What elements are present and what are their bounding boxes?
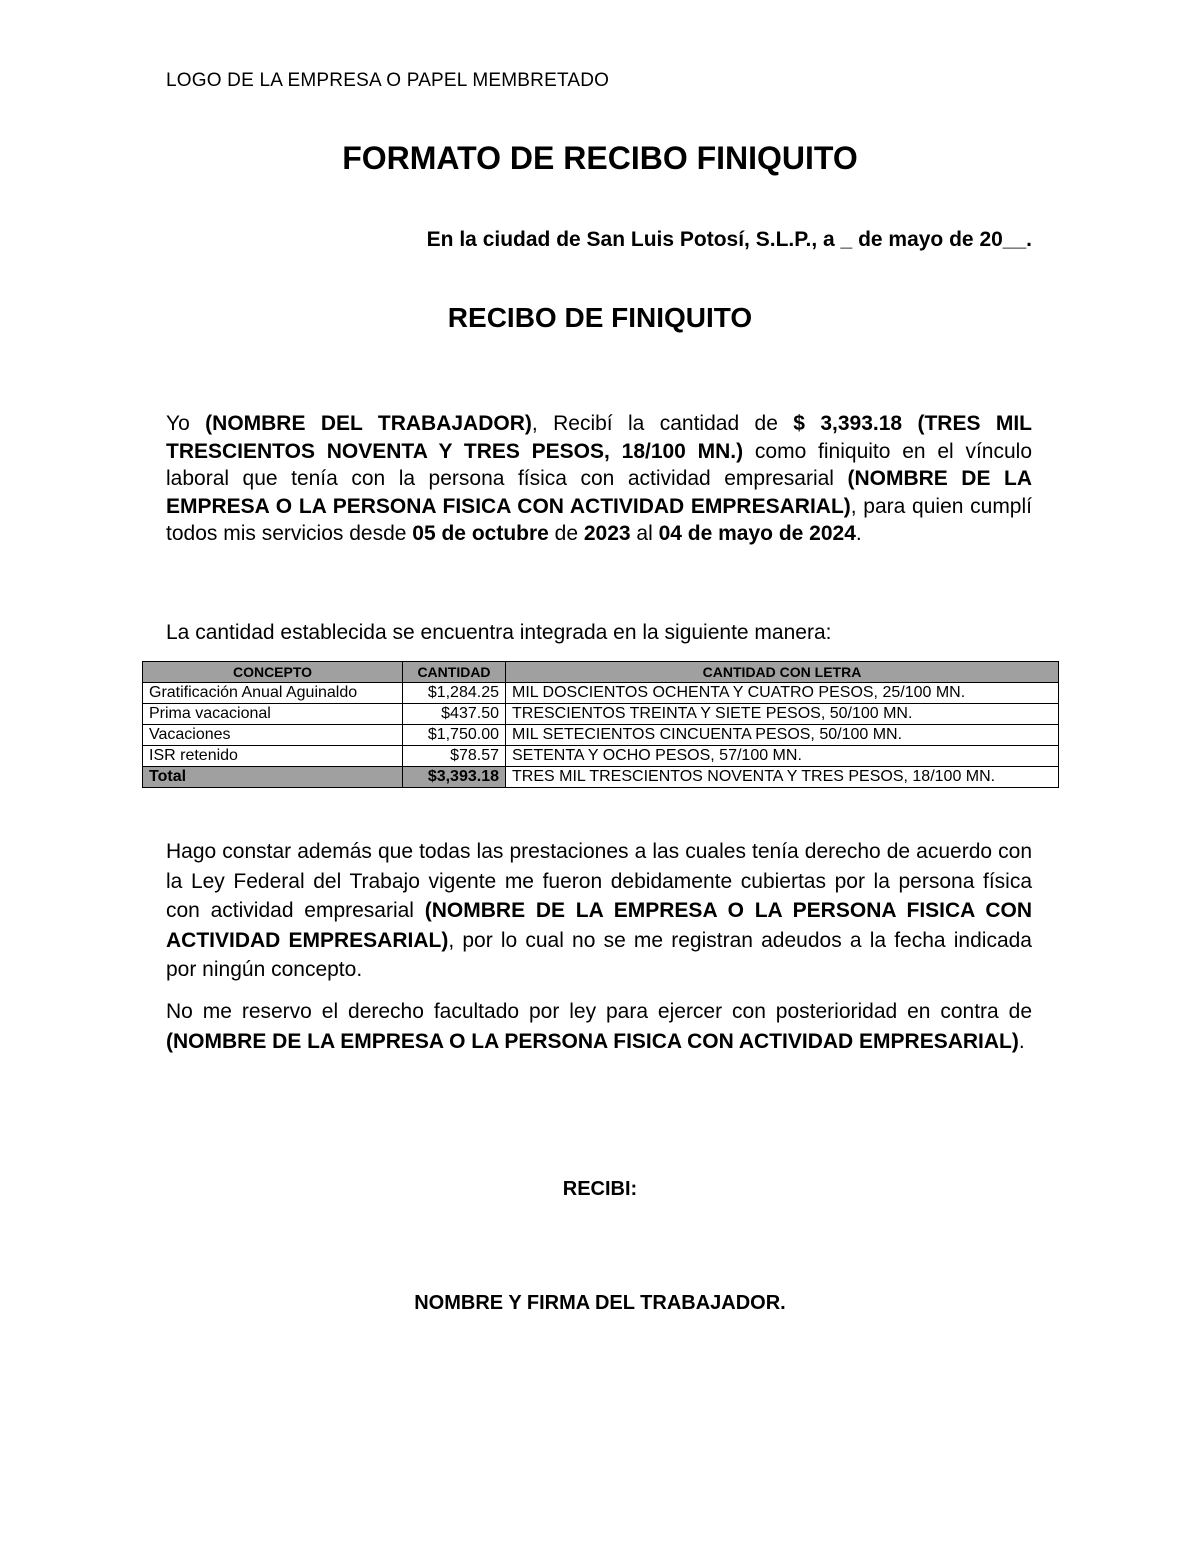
amount-cell: $1,750.00	[403, 725, 506, 746]
text-segment: Hago constar además que todas las prestaciones a las cuales tenía derecho de acuerdo con la Ley Federal del Trabajo vigente me fueron debidamente cubiertas por la persona física con actividad empresarial	[166, 840, 1032, 922]
text-segment: al	[630, 522, 659, 545]
received-label: RECIBI:	[562, 1178, 638, 1200]
header-concepto: CONCEPTO	[143, 662, 403, 683]
employer-name-placeholder: (NOMBRE DE LA EMPRESA O LA PERSONA FISICA CON ACTIVIDAD EMPRESARIAL)	[166, 467, 1032, 518]
text-segment: como finiquito en el vínculo laboral que tenía con la persona física con actividad empresarial	[166, 439, 1032, 490]
table-total-row	[143, 767, 1059, 788]
table-row	[143, 704, 1059, 725]
start-year: 2023	[583, 522, 631, 545]
table-row	[143, 746, 1059, 767]
header-cantidad: CANTIDAD	[403, 662, 506, 683]
letterhead-placeholder: LOGO DE LA EMPRESA O PAPEL MEMBRETADO	[166, 70, 610, 91]
concept-cell: ISR retenido	[143, 746, 403, 767]
amount-words-cell: MIL SETECIENTOS CINCUENTA PESOS, 50/100 MN.	[506, 725, 1059, 746]
header-cantidad-letra: CANTIDAD CON LETRA	[506, 662, 1059, 683]
amount-cell: $78.57	[403, 746, 506, 767]
receipt-paragraph	[166, 410, 1032, 548]
total-amount-cell: $3,393.18	[403, 767, 506, 788]
worker-name-placeholder: (NOMBRE DEL TRABAJADOR)	[205, 412, 532, 435]
text-segment: , por lo cual no se me registran adeudos a la fecha indicada por ningún concepto.	[166, 928, 1032, 981]
text-segment: No me reservo el derecho facultado por ley para ejercer con posterioridad en contra de	[166, 1000, 1032, 1023]
total-amount-words-cell: TRES MIL TRESCIENTOS NOVENTA Y TRES PESOS, 18/100 MN.	[506, 767, 1059, 788]
amount-words-cell: MIL DOSCIENTOS OCHENTA Y CUATRO PESOS, 25/100 MN.	[506, 683, 1059, 704]
text-segment: .	[1018, 1029, 1025, 1053]
place-date-line: En la ciudad de San Luis Potosí, S.L.P., a _ de mayo de 20__.	[426, 228, 1032, 251]
amount-cell: $437.50	[403, 704, 506, 725]
text-segment: .	[855, 522, 862, 545]
table-row	[143, 725, 1059, 746]
text-segment: Yo	[166, 412, 206, 435]
end-date: 04 de mayo de 2024	[658, 522, 856, 545]
total-label-cell: Total	[143, 767, 403, 788]
breakdown-intro: La cantidad establecida se encuentra integrada en la siguiente manera:	[166, 621, 832, 644]
text-segment: , para quien cumplí todos mis servicios desde	[166, 494, 1032, 545]
table-header-row	[143, 662, 1059, 683]
receipt-title: RECIBO DE FINIQUITO	[447, 302, 753, 333]
amount-cell: $1,284.25	[403, 683, 506, 704]
amount-text: $ 3,393.18 (TRES MIL TRESCIENTOS NOVENTA Y TRES PESOS, 18/100 MN.)	[166, 412, 1033, 463]
signature-label: NOMBRE Y FIRMA DEL TRABAJADOR.	[414, 1292, 786, 1314]
document-title: FORMATO DE RECIBO FINIQUITO	[342, 140, 858, 176]
breakdown-table	[142, 661, 1059, 788]
employer-name-placeholder: (NOMBRE DE LA EMPRESA O LA PERSONA FISICA CON ACTIVIDAD EMPRESARIAL)	[166, 899, 1032, 952]
employer-name-placeholder: (NOMBRE DE LA EMPRESA O LA PERSONA FISICA CON ACTIVIDAD EMPRESARIAL)	[166, 1029, 1019, 1053]
amount-words-cell: TRESCIENTOS TREINTA Y SIETE PESOS, 50/100 MN.	[506, 704, 1059, 725]
concept-cell: Vacaciones	[143, 725, 403, 746]
benefits-paragraph	[166, 837, 1032, 985]
start-date: 05 de octubre	[412, 522, 549, 545]
waiver-paragraph	[166, 997, 1032, 1056]
table-row	[143, 683, 1059, 704]
amount-words-cell: SETENTA Y OCHO PESOS, 57/100 MN.	[506, 746, 1059, 767]
text-segment: de	[548, 522, 584, 545]
concept-cell: Prima vacacional	[143, 704, 403, 725]
concept-cell: Gratificación Anual Aguinaldo	[143, 683, 403, 704]
text-segment: , Recibí la cantidad de	[531, 412, 794, 435]
